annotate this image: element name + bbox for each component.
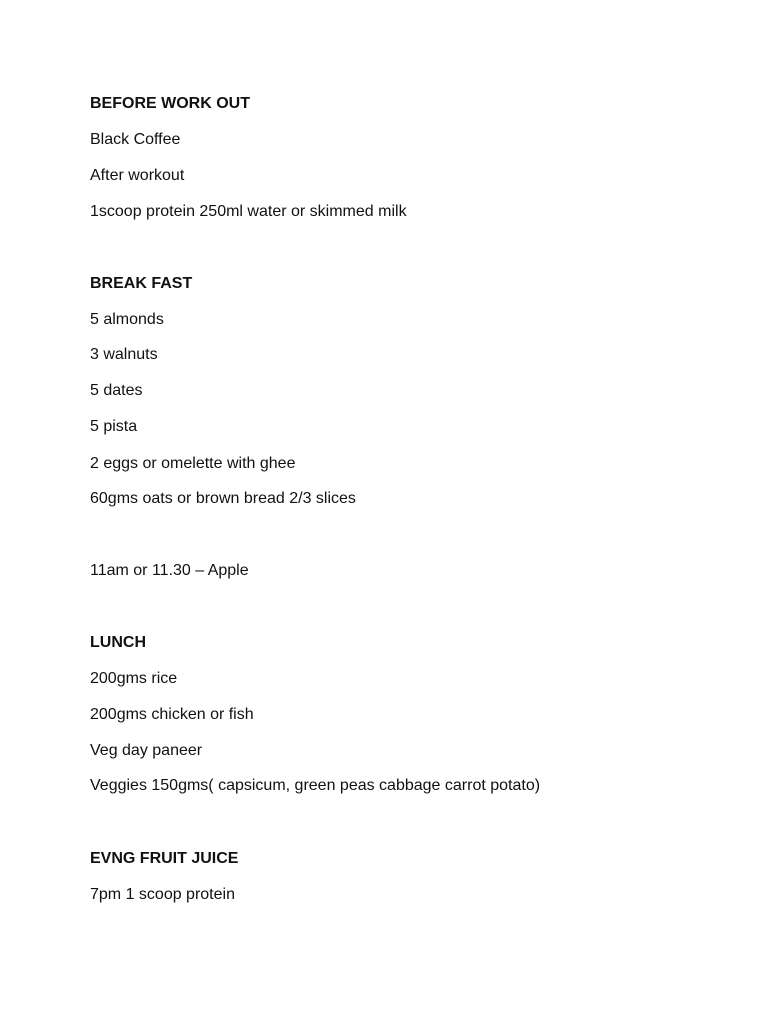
section-heading-before-workout: BEFORE WORK OUT: [90, 95, 250, 112]
list-item: 200gms rice: [90, 670, 178, 687]
section-heading-breakfast: BREAK FAST: [90, 275, 193, 292]
section-heading-lunch: LUNCH: [90, 634, 146, 651]
section-heading-evening: EVNG FRUIT JUICE: [90, 850, 239, 867]
list-item: 7pm 1 scoop protein: [90, 886, 235, 903]
list-item: 11am or 11.30 – Apple: [90, 562, 249, 579]
list-item: 1scoop protein 250ml water or skimmed milk: [90, 203, 407, 220]
list-item: 5 dates: [90, 382, 143, 399]
list-item: 2 eggs or omelette with ghee: [90, 455, 296, 472]
list-item: 5 almonds: [90, 311, 164, 328]
list-item: Black Coffee: [90, 131, 181, 148]
list-item: 60gms oats or brown bread 2/3 slices: [90, 490, 356, 507]
list-item: Veggies 150gms( capsicum, green peas cabbage carrot potato): [90, 777, 541, 794]
list-item: After workout: [90, 167, 185, 184]
list-item: 200gms chicken or fish: [90, 706, 254, 723]
list-item: Veg day paneer: [90, 742, 203, 759]
list-item: 3 walnuts: [90, 346, 158, 363]
list-item: 5 pista: [90, 418, 138, 435]
